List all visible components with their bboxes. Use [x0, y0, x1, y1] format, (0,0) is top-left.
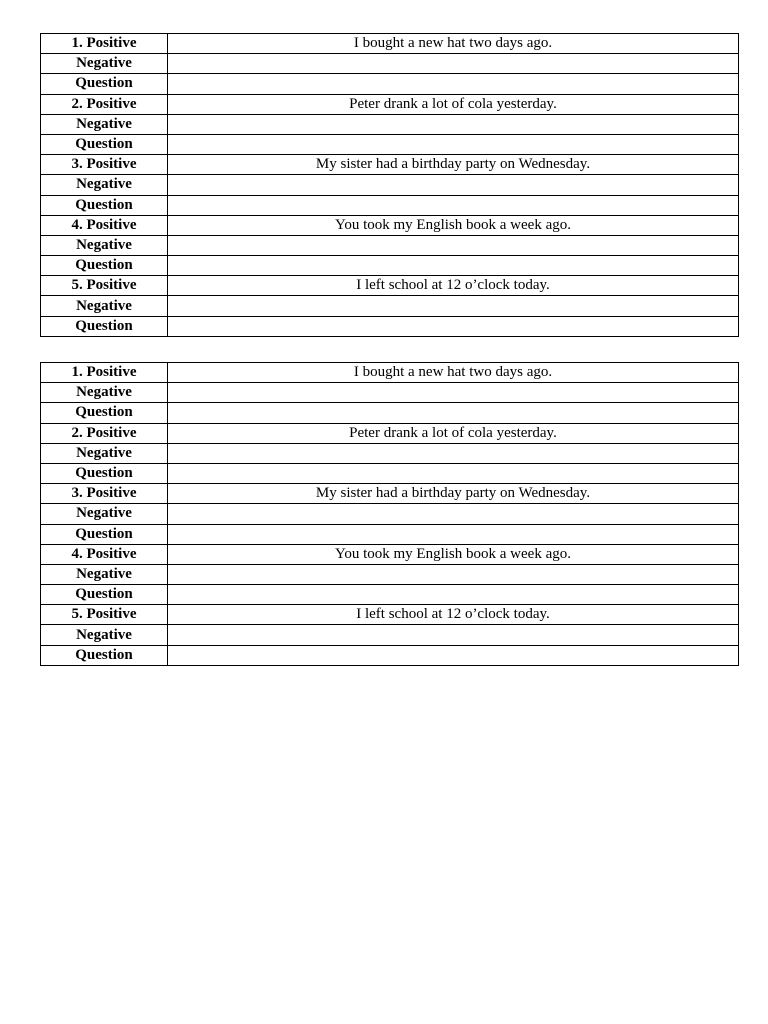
- table-row: [41, 463, 739, 483]
- row-label: 4. Positive: [41, 544, 168, 564]
- row-label: Negative: [41, 54, 168, 74]
- row-label: Question: [41, 585, 168, 605]
- table-row: [41, 585, 739, 605]
- table-row: [41, 256, 739, 276]
- table-row: [41, 504, 739, 524]
- row-label: Negative: [41, 114, 168, 134]
- answer-cell[interactable]: [168, 74, 739, 94]
- table-row: [41, 155, 739, 175]
- row-label: 4. Positive: [41, 215, 168, 235]
- row-label: Negative: [41, 175, 168, 195]
- row-label: Question: [41, 524, 168, 544]
- table-row: [41, 484, 739, 504]
- answer-cell[interactable]: [168, 443, 739, 463]
- row-label: 5. Positive: [41, 605, 168, 625]
- row-label: Question: [41, 195, 168, 215]
- table-row: [41, 605, 739, 625]
- sentence-cell: My sister had a birthday party on Wednesday.: [168, 155, 739, 175]
- table-row: [41, 276, 739, 296]
- answer-cell[interactable]: [168, 504, 739, 524]
- sentence-cell: I bought a new hat two days ago.: [168, 363, 739, 383]
- worksheet-table-1: [40, 33, 739, 337]
- answer-cell[interactable]: [168, 524, 739, 544]
- table-row: [41, 114, 739, 134]
- table-row: [41, 625, 739, 645]
- row-label: Negative: [41, 564, 168, 584]
- table-row: [41, 316, 739, 336]
- row-label: Question: [41, 403, 168, 423]
- row-label: Question: [41, 645, 168, 665]
- sentence-cell: My sister had a birthday party on Wednesday.: [168, 484, 739, 504]
- sentence-cell: You took my English book a week ago.: [168, 544, 739, 564]
- answer-cell[interactable]: [168, 316, 739, 336]
- row-label: Negative: [41, 625, 168, 645]
- table-row: [41, 74, 739, 94]
- answer-cell[interactable]: [168, 645, 739, 665]
- table-row: [41, 524, 739, 544]
- answer-cell[interactable]: [168, 134, 739, 154]
- answer-cell[interactable]: [168, 114, 739, 134]
- sentence-cell: You took my English book a week ago.: [168, 215, 739, 235]
- row-label: 1. Positive: [41, 34, 168, 54]
- answer-cell[interactable]: [168, 585, 739, 605]
- answer-cell[interactable]: [168, 296, 739, 316]
- table-row: [41, 383, 739, 403]
- answer-cell[interactable]: [168, 463, 739, 483]
- row-label: 2. Positive: [41, 94, 168, 114]
- answer-cell[interactable]: [168, 195, 739, 215]
- table-row: [41, 296, 739, 316]
- answer-cell[interactable]: [168, 235, 739, 255]
- table-row: [41, 363, 739, 383]
- answer-cell[interactable]: [168, 564, 739, 584]
- sentence-cell: Peter drank a lot of cola yesterday.: [168, 94, 739, 114]
- row-label: Question: [41, 74, 168, 94]
- sentence-cell: Peter drank a lot of cola yesterday.: [168, 423, 739, 443]
- table-row: [41, 544, 739, 564]
- row-label: 3. Positive: [41, 484, 168, 504]
- worksheet-table-body: [41, 34, 739, 337]
- row-label: Negative: [41, 235, 168, 255]
- table-row: [41, 134, 739, 154]
- row-label: Question: [41, 463, 168, 483]
- row-label: 5. Positive: [41, 276, 168, 296]
- table-row: [41, 175, 739, 195]
- row-label: Question: [41, 134, 168, 154]
- row-label: Negative: [41, 504, 168, 524]
- table-row: [41, 195, 739, 215]
- answer-cell[interactable]: [168, 625, 739, 645]
- answer-cell[interactable]: [168, 256, 739, 276]
- table-row: [41, 423, 739, 443]
- row-label: Negative: [41, 296, 168, 316]
- row-label: Negative: [41, 383, 168, 403]
- sentence-cell: I left school at 12 o’clock today.: [168, 605, 739, 625]
- table-row: [41, 94, 739, 114]
- row-label: 1. Positive: [41, 363, 168, 383]
- table-row: [41, 235, 739, 255]
- row-label: 3. Positive: [41, 155, 168, 175]
- answer-cell[interactable]: [168, 383, 739, 403]
- answer-cell[interactable]: [168, 175, 739, 195]
- sentence-cell: I bought a new hat two days ago.: [168, 34, 739, 54]
- answer-cell[interactable]: [168, 54, 739, 74]
- answer-cell[interactable]: [168, 403, 739, 423]
- row-label: Question: [41, 316, 168, 336]
- table-row: [41, 403, 739, 423]
- row-label: Question: [41, 256, 168, 276]
- table-row: [41, 645, 739, 665]
- row-label: 2. Positive: [41, 423, 168, 443]
- table-row: [41, 215, 739, 235]
- worksheet-table-2: [40, 362, 739, 666]
- table-row: [41, 34, 739, 54]
- table-row: [41, 443, 739, 463]
- worksheet-table-body: [41, 363, 739, 666]
- table-row: [41, 54, 739, 74]
- sentence-cell: I left school at 12 o’clock today.: [168, 276, 739, 296]
- row-label: Negative: [41, 443, 168, 463]
- table-row: [41, 564, 739, 584]
